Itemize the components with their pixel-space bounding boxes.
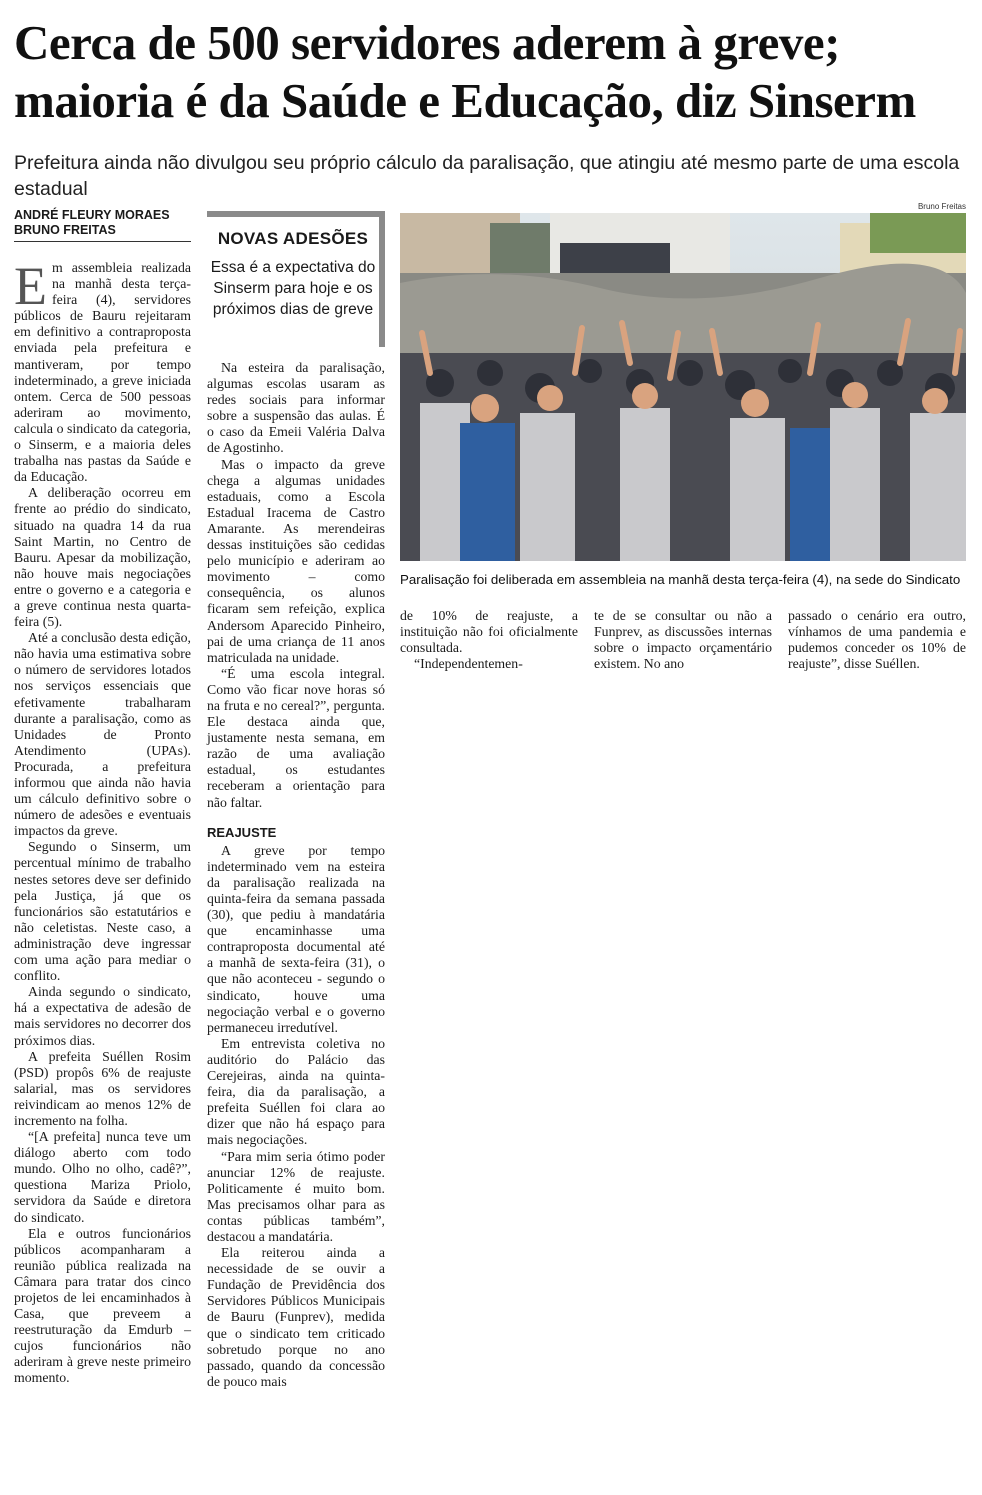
article-paragraph: passado o cenário era outro, vínhamos de uma pandemia e pudemos conceder os 10% de reajuste”, disse Suéllen. bbox=[788, 608, 966, 672]
article-paragraph: Até a conclusão desta edição, não havia uma estimativa sobre o número de servidores lotados nos serviços essenciais que efetivamente trabalharam durante a paralisação, como as Unidades de Pronto Atendimento (UPAs). Procurada, a prefeitura informou que ainda não havia um cálculo definitivo sobre o número de adesões e eventuais impactos da greve. bbox=[14, 630, 191, 839]
article-paragraph: de 10% de reajuste, a instituição não foi oficialmente consultada. bbox=[400, 608, 578, 656]
article-paragraph: “Para mim seria ótimo poder anunciar 12% de reajuste. Politicamente é muito bom. Mas precisamos olhar para as contas públicas também”, destacou a mandatária. bbox=[207, 1148, 385, 1244]
photo-caption: Paralisação foi deliberada em assembleia na manhã desta terça-feira (4), na sede do Sindicato bbox=[400, 572, 961, 587]
highlight-box-title: NOVAS ADESÕES bbox=[217, 229, 369, 248]
article-column-3 bbox=[400, 608, 578, 672]
article-paragraph: Mas o impacto da greve chega a algumas unidades estaduais, como a Escola Estadual Iracema de Castro Amarante. As merendeiras dessas instituições são cedidas pelo município e aderiram ao movimento – como consequência, os alunos ficaram sem refeição, explica Andersom Aparecido Pinheiro, pai de uma criança de 11 anos matriculada na unidade. bbox=[207, 456, 385, 665]
article-column-4 bbox=[594, 608, 772, 672]
author-name: ANDRÉ FLEURY MORAES bbox=[14, 208, 170, 222]
article-paragraph: “[A prefeita] nunca teve um diálogo aberto com todo mundo. Olho no olho, cadê?”, questiona Mariza Priolo, servidora da Saúde e diretora do sindicato. bbox=[14, 1129, 191, 1225]
crowd-photo-illustration bbox=[400, 213, 966, 561]
headline: Cerca de 500 servidores aderem à greve; maioria é da Saúde e Educação, diz Sinserm bbox=[14, 15, 916, 128]
photo-credit: Bruno Freitas bbox=[917, 202, 966, 211]
highlight-box-text: Essa é a expectativa do Sinserm para hoje e os próximos dias de greve bbox=[210, 259, 376, 318]
subheadline: Prefeitura ainda não divulgou seu próprio cálculo da paralisação, que atingiu até mesmo parte de uma escola estadual bbox=[14, 152, 960, 200]
article-paragraph: “É uma escola integral. Como vão ficar nove horas só na fruta e no cereal?”, pergunta. Ele destaca ainda que, justamente nesta semana, em razão de uma avaliação estadual, os estudantes receberam a orientação para não faltar. bbox=[207, 665, 385, 810]
byline bbox=[14, 208, 191, 242]
article-column-1 bbox=[14, 256, 191, 1387]
article-paragraph: A prefeita Suéllen Rosim (PSD) propôs 6% de reajuste salarial, mas os servidores reivindicam ao menos 12% de incremento na folha. bbox=[14, 1048, 191, 1128]
article-paragraph: A greve por tempo indeterminado vem na esteira da paralisação realizada na quinta-feira da semana passada (30), que pediu à mandatária que encaminhasse uma contraproposta documental até a manhã de sexta-feira (31), o que não aconteceu - segundo o sindicato, houve uma negociação verbal e o governo permaneceu irredutível. bbox=[207, 842, 385, 1035]
article-paragraph: A deliberação ocorreu em frente ao prédio do sindicato, situado na quadra 14 da rua Saint Martin, no Centro de Bauru. Apesar da mobilização, não houve mais negociações entre o governo e a categoria e a greve continua nesta quarta-feira (5). bbox=[14, 485, 191, 630]
article-paragraph: Ela e outros funcionários públicos acompanharam a reunião pública realizada na Câmara para tratar dos cinco projetos de lei encaminhados à Casa, que preveem a reestruturação da Emdurb – cujos funcionários não aderiram à greve neste primeiro momento. bbox=[14, 1225, 191, 1386]
article-paragraph: Ainda segundo o sindicato, há a expectativa de adesão de mais servidores no decorrer dos próximos dias. bbox=[14, 984, 191, 1048]
highlight-box bbox=[207, 211, 385, 347]
article-column-5 bbox=[788, 608, 966, 672]
article-paragraph: Segundo o Sinserm, um percentual mínimo de trabalho nestes setores deve ser definido pela Justiça, já que os funcionários são estatutários e não celetistas. Neste caso, a administração deve ingressar com uma ação para mediar o conflito. bbox=[14, 839, 191, 984]
article-paragraph: Em entrevista coletiva no auditório do Palácio das Cerejeiras, ainda na quinta-feira, dia da paralisação, a prefeita Suéllen foi clara ao dizer que não há espaço para mais negociações. bbox=[207, 1035, 385, 1148]
drop-cap: E bbox=[14, 256, 47, 316]
section-heading: REAJUSTE bbox=[207, 824, 277, 840]
article-paragraph: te de se consultar ou não a Funprev, as discussões internas sobre o impacto orçamentário existem. No ano bbox=[594, 608, 772, 672]
article-column-2 bbox=[207, 360, 385, 1390]
article-paragraph: “Independentemen- bbox=[414, 656, 523, 672]
author-name: BRUNO FREITAS bbox=[14, 223, 116, 237]
article-paragraph: Na esteira da paralisação, algumas escolas usaram as redes sociais para informar sobre a suspensão das aulas. É o caso da Emeii Valéria Dalva de Agostinho. bbox=[207, 360, 385, 456]
news-photo bbox=[400, 213, 966, 561]
article-paragraph: Em assembleia realizada na manhã desta terça-feira (4), servidores públicos de Bauru rejeitaram em definitivo a contraproposta enviada pela prefeitura e mantiveram, por tempo indeterminado, a greve iniciada ontem. Cerca de 500 pessoas aderiram ao movimento, calcula o sindicato da categoria, o Sinserm, e a maioria deles trabalha nas pastas da Saúde e da Educação. bbox=[14, 256, 191, 485]
article-paragraph: Ela reiterou ainda a necessidade de se ouvir a Fundação de Previdência dos Servidores Públicos Municipais de Bauru (Funprev), medida que o sindicato tem criticado sobretudo porque no ano passado, quando da concessão de pouco mais bbox=[207, 1245, 385, 1389]
